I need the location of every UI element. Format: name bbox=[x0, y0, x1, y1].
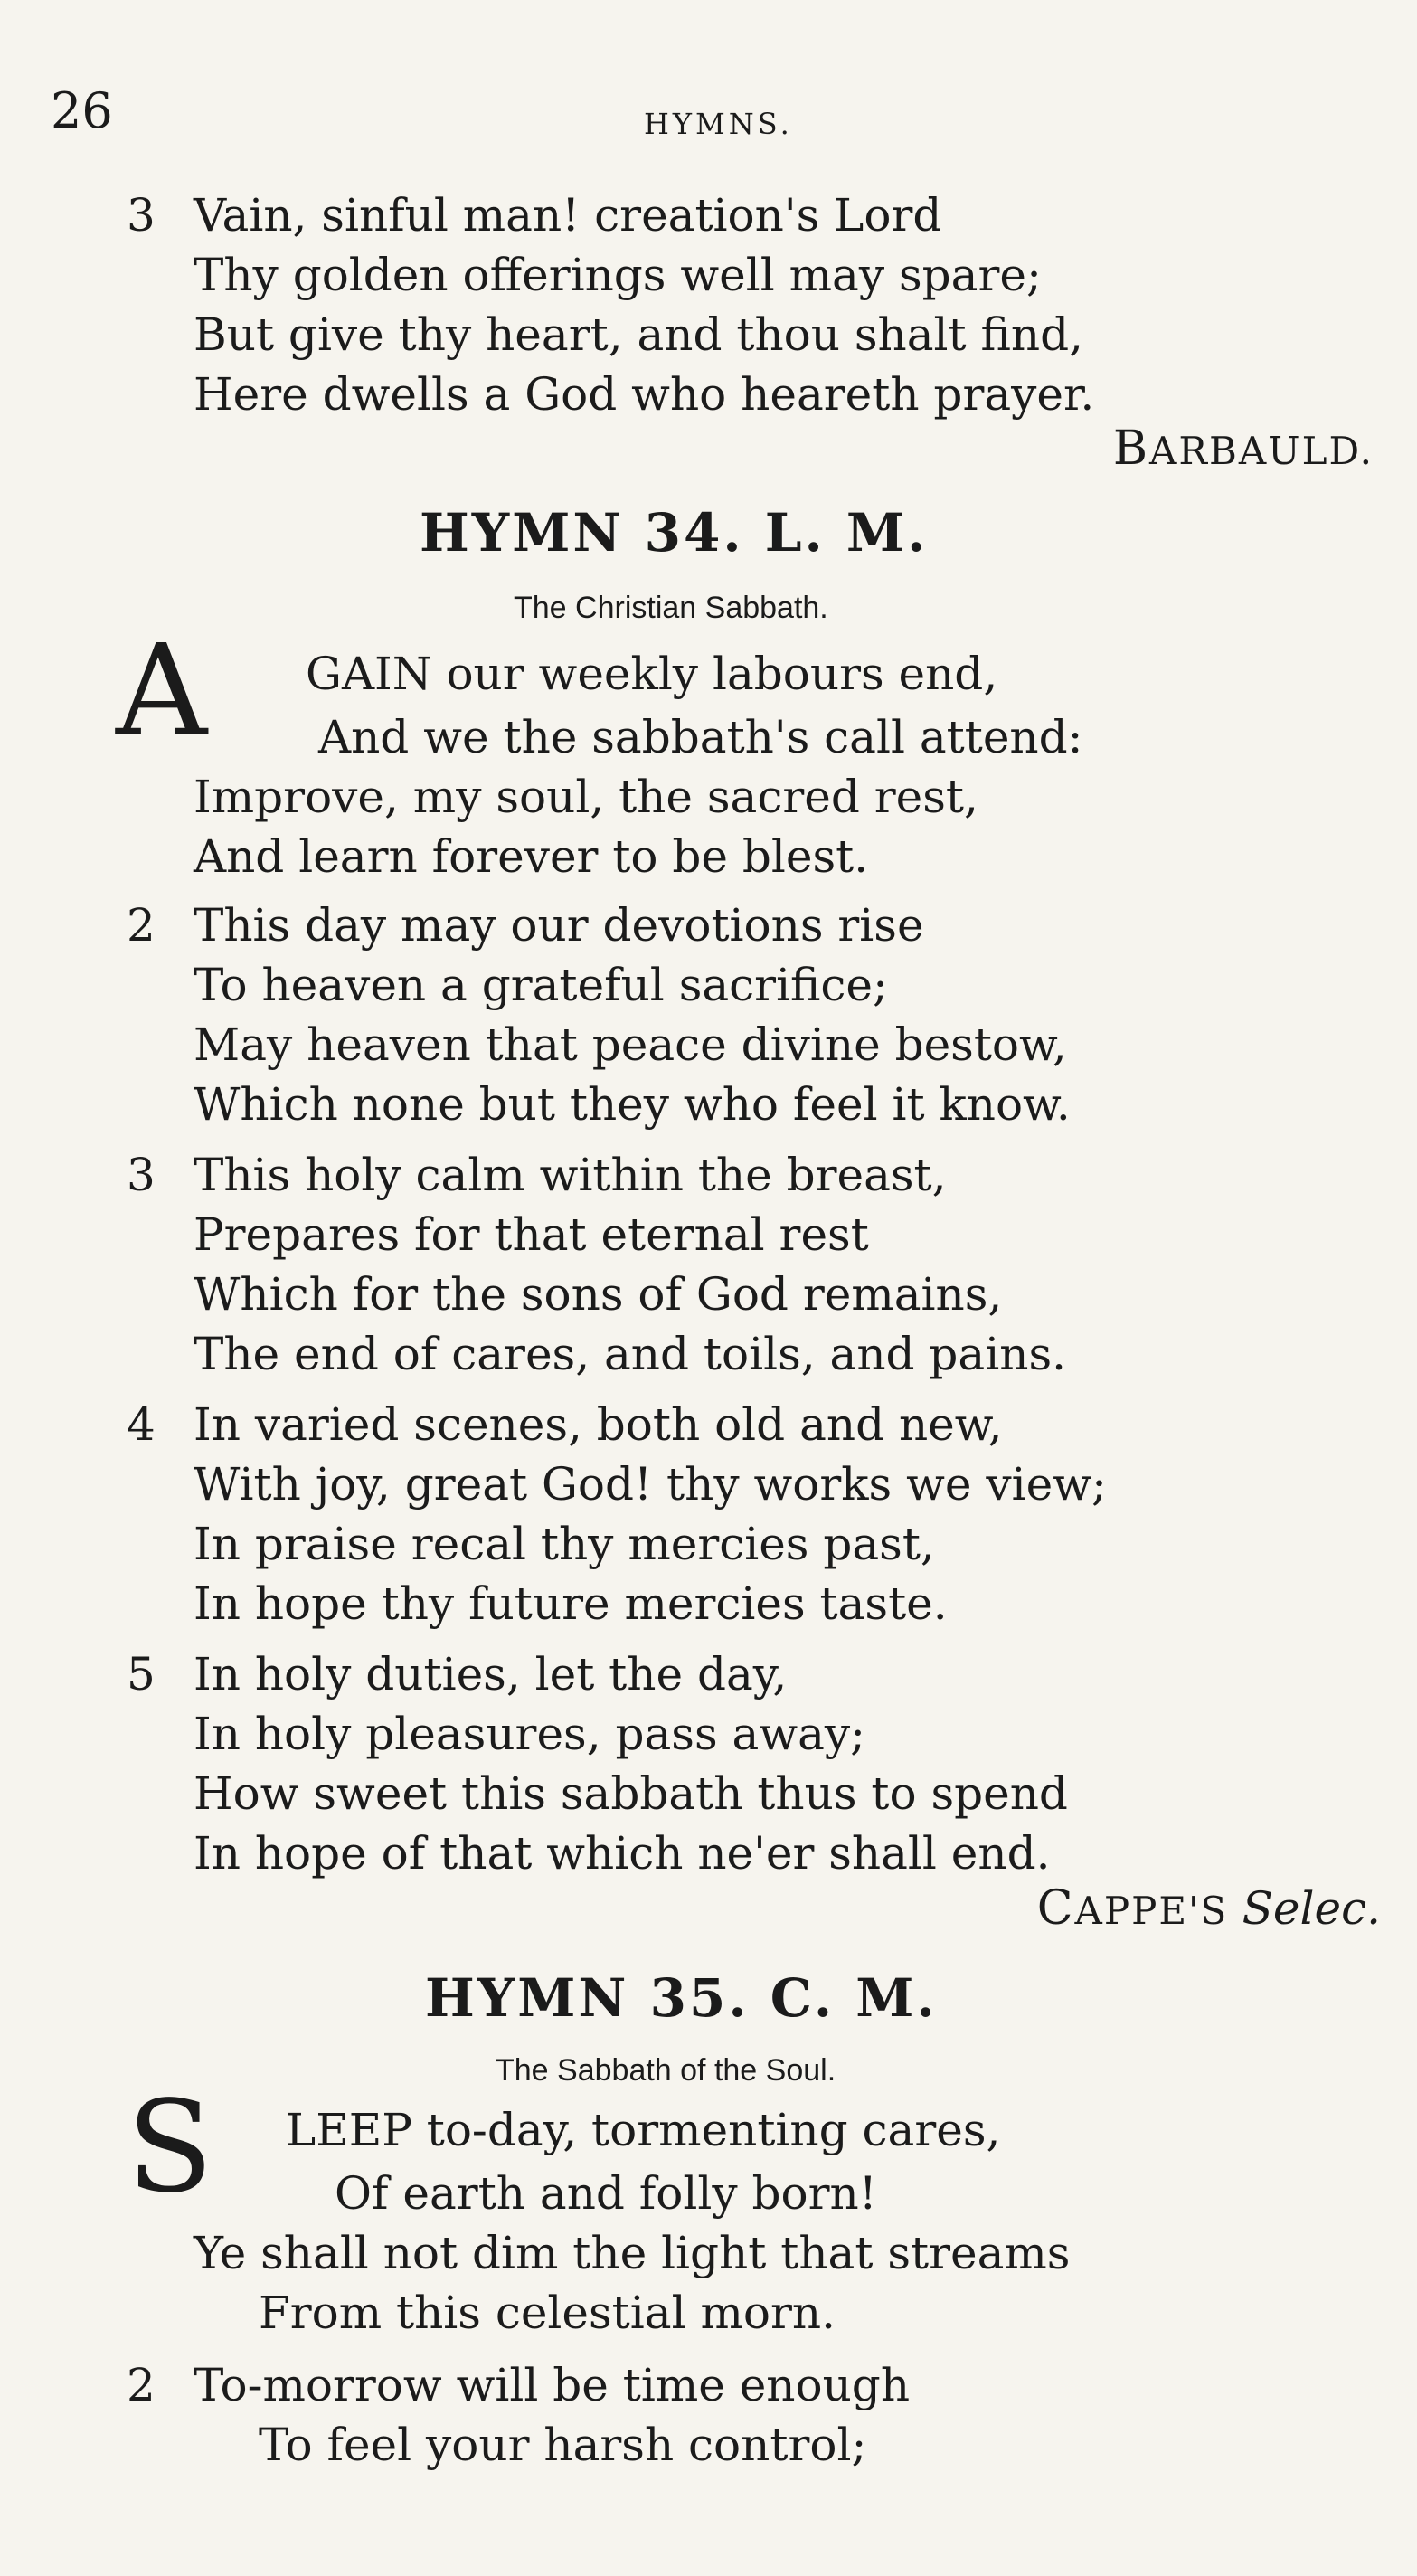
verse-line: May heaven that peace divine bestow, bbox=[194, 1018, 1067, 1071]
verse-line: In holy pleasures, pass away; bbox=[194, 1708, 866, 1760]
verse-line: Which for the sons of God remains, bbox=[194, 1268, 1003, 1321]
verse-line: In praise recal thy mercies past, bbox=[194, 1518, 935, 1570]
stanza-number: 3 bbox=[127, 1149, 156, 1201]
author-name-rest: ARBAULD. bbox=[1149, 429, 1374, 473]
stanza-number: 2 bbox=[127, 899, 156, 952]
page-number: 26 bbox=[51, 82, 113, 139]
verse-line: In varied scenes, both old and new, bbox=[194, 1398, 1003, 1451]
verse-line: In holy duties, let the day, bbox=[194, 1648, 788, 1700]
author-attribution bbox=[1113, 421, 1374, 478]
verse-line: To-morrow will be time enough bbox=[194, 2359, 911, 2411]
author-source: Selec. bbox=[1242, 1882, 1381, 1935]
verse-line: Vain, sinful man! creation's Lord bbox=[194, 189, 942, 242]
hymn-subtitle: The Christian Sabbath. bbox=[514, 591, 828, 625]
verse-line: This day may our devotions rise bbox=[194, 899, 924, 952]
verse-line: The end of cares, and toils, and pains. bbox=[194, 1328, 1066, 1380]
verse-line: How sweet this sabbath thus to spend bbox=[194, 1767, 1068, 1820]
verse-line: This holy calm within the breast, bbox=[194, 1149, 947, 1201]
hymn-title: HYMN 35. C. M. bbox=[425, 1967, 938, 2029]
verse-line: GAIN our weekly labours end, bbox=[306, 648, 998, 700]
author-attribution bbox=[1037, 1881, 1381, 1938]
verse-line: And we the sabbath's call attend: bbox=[318, 711, 1083, 763]
verse-line: Prepares for that eternal rest bbox=[194, 1208, 869, 1261]
verse-line: To heaven a grateful sacrifice; bbox=[194, 959, 888, 1011]
verse-line: With joy, great God! thy works we view; bbox=[194, 1458, 1107, 1511]
stanza-number: 5 bbox=[127, 1648, 156, 1700]
verse-line: Which none but they who feel it know. bbox=[194, 1078, 1071, 1131]
author-initial: C bbox=[1036, 1881, 1075, 1936]
stanza-number: 4 bbox=[127, 1398, 156, 1451]
verse-line: Here dwells a God who heareth prayer. bbox=[194, 368, 1095, 421]
author-name-rest: APPE'S bbox=[1074, 1889, 1229, 1933]
drop-cap: A bbox=[116, 618, 208, 765]
running-title: HYMNS. bbox=[644, 107, 793, 141]
hymn-title: HYMN 34. L. M. bbox=[420, 502, 929, 564]
verse-line: Ye shall not dim the light that streams bbox=[194, 2227, 1071, 2279]
verse-line: In hope of that which ne'er shall end. bbox=[194, 1827, 1051, 1880]
verse-line: Of earth and folly born! bbox=[335, 2167, 877, 2220]
verse-line: And learn forever to be blest. bbox=[194, 830, 869, 883]
verse-line: From this celestial morn. bbox=[259, 2287, 836, 2339]
verse-line: Thy golden offerings well may spare; bbox=[194, 249, 1042, 301]
stanza-number: 3 bbox=[127, 189, 156, 242]
verse-line: Improve, my soul, the sacred rest, bbox=[194, 771, 978, 823]
verse-line: LEEP to-day, tormenting cares, bbox=[286, 2104, 1001, 2156]
verse-line: But give thy heart, and thou shalt find, bbox=[194, 308, 1083, 361]
hymn-subtitle: The Sabbath of the Soul. bbox=[496, 2053, 836, 2088]
drop-cap: S bbox=[127, 2074, 213, 2221]
verse-line: In hope thy future mercies taste. bbox=[194, 1577, 948, 1630]
verse-line: To feel your harsh control; bbox=[259, 2419, 867, 2471]
stanza-number: 2 bbox=[127, 2359, 156, 2411]
author-initial: B bbox=[1112, 421, 1150, 476]
